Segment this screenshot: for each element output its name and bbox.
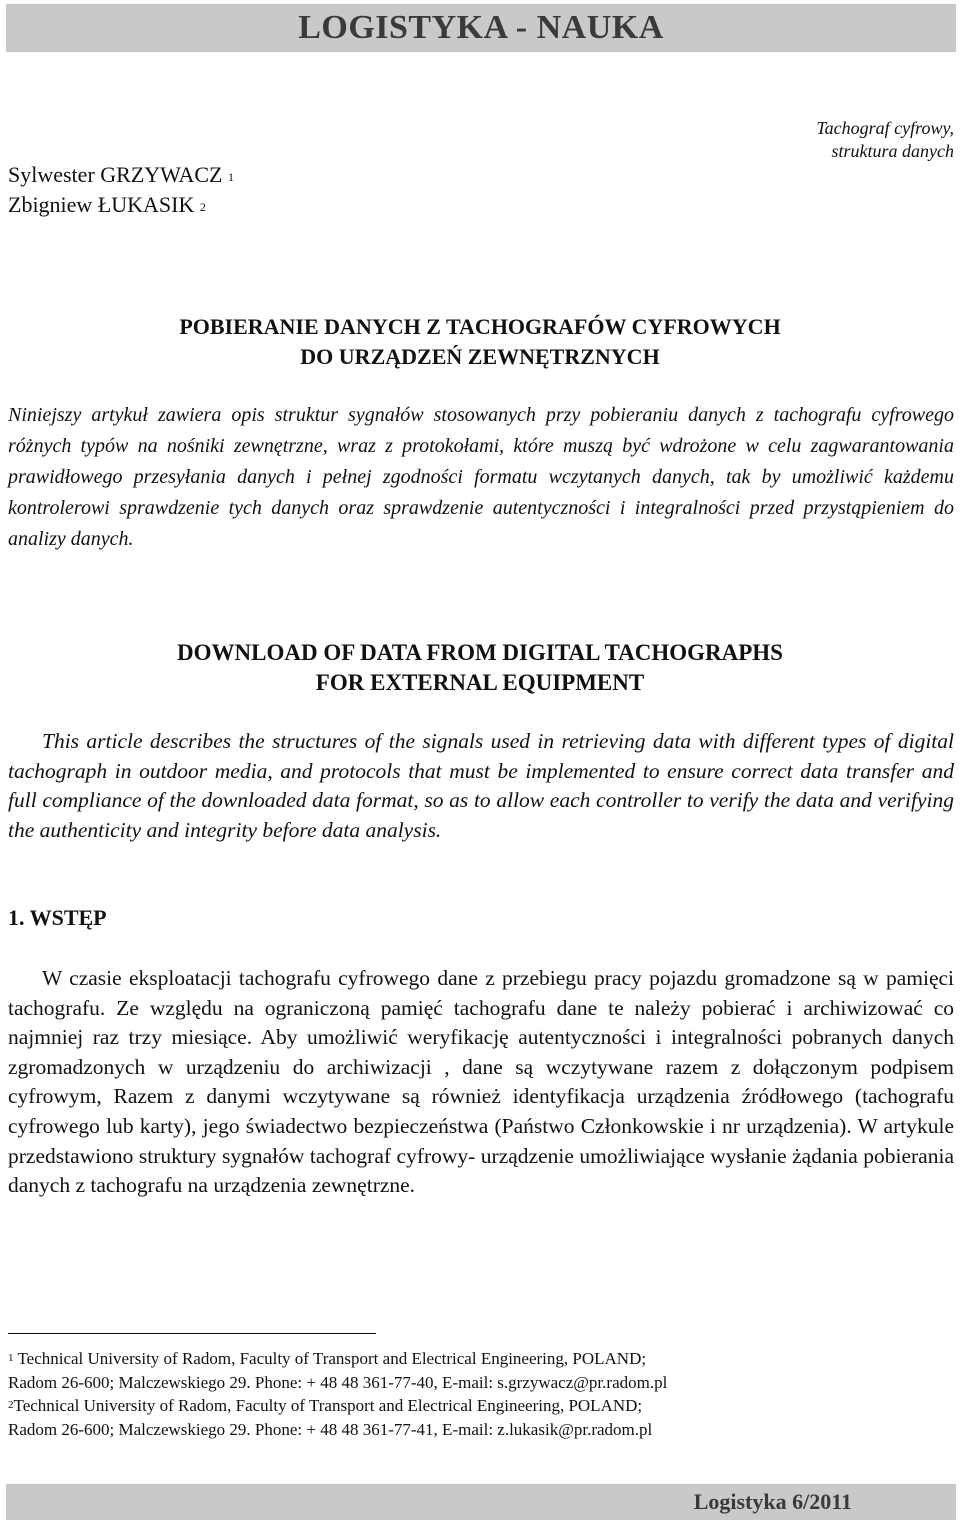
abstract-polish: Niniejszy artykuł zawiera opis struktur sygnałów stosowanych przy pobieraniu danych z tachografu cyfrowego różnych typów na nośniki zewnętrzne, wraz z protokołami, które muszą być wdrożone w celu zagwarantowania prawidłowego przesyłania danych i pełnej zgodności formatu wczytanych danych, tak by umożliwić każdemu kontrolerowi sprawdzenie tych danych oraz sprawdzenie autentyczności i integralności przed przystąpieniem do analizy danych. bbox=[8, 404, 954, 550]
footnote-2-line-1: Technical University of Radom, Faculty of Transport and Electrical Engineering, POLAND; bbox=[13, 1396, 643, 1415]
footnote-1-line-2: Radom 26-600; Malczewskiego 29. Phone: + 48 48 361-77-40, E-mail: s.grzywacz@pr.radom.pl bbox=[8, 1372, 668, 1392]
footnote-2-number: 2 bbox=[8, 1399, 14, 1411]
journal-header-bar bbox=[6, 4, 956, 52]
author-2-note: 2 bbox=[199, 200, 206, 214]
footnote-1-number: 1 bbox=[8, 1352, 14, 1364]
author-2-name: Zbigniew ŁUKASIK bbox=[8, 192, 195, 217]
footnote-2-line-2: Radom 26-600; Malczewskiego 29. Phone: + 48 48 361-77-41, E-mail: z.lukasik@pr.radom.pl bbox=[8, 1419, 653, 1439]
keywords-line-1: Tachograf cyfrowy, bbox=[816, 118, 954, 138]
keywords bbox=[654, 117, 954, 163]
title-english-line-1: DOWNLOAD OF DATA FROM DIGITAL TACHOGRAPHS bbox=[177, 640, 783, 665]
author-1 bbox=[8, 160, 234, 190]
journal-footer-bar bbox=[6, 1484, 956, 1520]
title-polish-line-1: POBIERANIE DANYCH Z TACHOGRAFÓW CYFROWYCH bbox=[179, 314, 781, 339]
keywords-line-2: struktura danych bbox=[831, 141, 954, 161]
title-polish bbox=[0, 312, 960, 372]
footnote-2 bbox=[8, 1394, 954, 1441]
footnote-divider bbox=[8, 1333, 376, 1334]
author-1-name: Sylwester GRZYWACZ bbox=[8, 162, 223, 187]
author-2 bbox=[8, 190, 234, 220]
journal-issue: Logistyka 6/2011 bbox=[693, 1489, 852, 1514]
authors bbox=[8, 160, 234, 220]
section-body-text: W czasie eksploatacji tachografu cyfrowego dane z przebiegu pracy pojazdu gromadzone są w pamięci tachografu. Ze względu na ograniczoną pamięć tachografu dane te należy pobierać i archiwizować co najmniej raz trzy miesiące. Aby umożliwić weryfikację autentyczności i integralności pobranych danych zgromadzonych w urządzeniu do archiwizacji , dane są wczytywane razem z dołączonym podpisem cyfrowym, Razem z danymi wczytywane są również identyfikacja urządzenia źródłowego (tachografu cyfrowego lub karty), jego świadectwo bezpieczeństwa (Państwo Członkowskie i nr urządzenia). W artykule przedstawiono struktury sygnałów tachograf cyfrowy- urządzenie umożliwiające wysłanie żądania pobierania danych z tachografu na urządzenia zewnętrzne. bbox=[8, 966, 954, 1198]
title-polish-line-2: DO URZĄDZEŃ ZEWNĘTRZNYCH bbox=[300, 344, 660, 369]
abstract-english: This article describes the structures of the signals used in retrieving data with different types of digital tachograph in outdoor media, and protocols that must be implemented to ensure correct data transfer and full compliance of the downloaded data format, so as to allow each controller to verify the data and verifying the authenticity and integrity before data analysis. bbox=[8, 729, 954, 842]
footnote-1-line-1: Technical University of Radom, Faculty of Transport and Electrical Engineering, POLAND; bbox=[17, 1349, 647, 1368]
author-1-note: 1 bbox=[227, 170, 234, 184]
section-heading: 1. WSTĘP bbox=[8, 905, 107, 930]
title-english bbox=[0, 638, 960, 698]
title-english-line-2: FOR EXTERNAL EQUIPMENT bbox=[315, 670, 645, 695]
journal-title: LOGISTYKA - NAUKA bbox=[298, 9, 664, 46]
footnote-1 bbox=[8, 1347, 954, 1394]
footnotes bbox=[8, 1347, 954, 1441]
